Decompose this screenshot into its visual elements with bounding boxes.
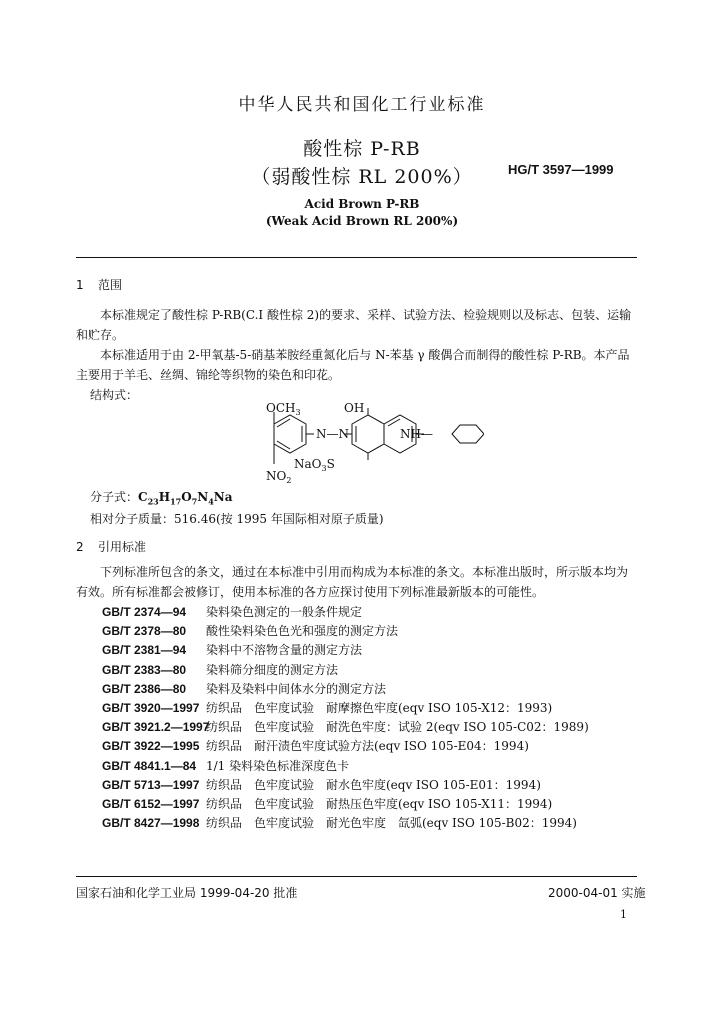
benzene-ring-left — [274, 415, 306, 453]
title-en-main: Acid Brown P-RB — [304, 197, 420, 211]
molecular-mass: 相对分子质量：516.46(按 1995 年国际相对原子质量) — [90, 512, 384, 526]
formula-value: $C_{23}H_{17}O_7N_4Na$ — [138, 490, 233, 507]
formula-label: 分子式： — [90, 490, 139, 504]
group-so3na: NaO$_3$S — [294, 457, 335, 473]
section-2-heading — [76, 538, 146, 555]
section-1-para-1: 本标准规定了酸性棕 P-RB(C.I 酸性棕 2)的要求、采样、试验方法、检验规则以及标志、包装、运输和贮存。 — [76, 308, 632, 342]
list-item: GB/T 4841.1—84 1/1 染料染色标准深度色卡 — [102, 758, 350, 773]
list-item: GB/T 2374—94 染料染色测定的一般条件规定 — [102, 605, 363, 619]
title-cn-main: 酸性棕 P-RB — [303, 138, 421, 160]
page-number: 1 — [620, 908, 627, 921]
list-item: GB/T 8427—1998 纺织品 色牢度试验 耐光色牢度 氙弧(eqv ISO 105-B02：1994) — [102, 816, 577, 831]
benzene-ring-right — [452, 425, 484, 443]
list-item: GB/T 3922—1995 纺织品 耐汗渍色牢度试验方法(eqv ISO 105-E04：1994) — [102, 739, 529, 754]
list-item: GB/T 2378—80 酸性染料染色色光和强度的测定方法 — [102, 624, 399, 639]
section-1-number: 1 — [76, 278, 84, 292]
section-1-title: 范围 — [98, 278, 123, 292]
normative-references-list — [102, 603, 589, 833]
list-item: GB/T 6152—1997 纺织品 色牢度试验 耐热压色牢度(eqv ISO 105-X11：1994) — [102, 796, 553, 811]
footer-divider — [76, 876, 637, 877]
standard-org-header: 中华人民共和国化工行业标准 — [238, 95, 486, 115]
group-oh: OH — [344, 401, 365, 415]
group-nh: NH— — [400, 427, 433, 441]
section-2-para: 下列标准所包含的条文，通过在本标准中引用而构成为本标准的条文。本标准出版时，所示版本均为有效。所有标准都会被修订，使用本标准的各方应探讨使用下列标准最新版本的可能性。 — [76, 565, 629, 599]
section-2-title: 引用标准 — [98, 540, 147, 554]
title-cn-sub: （弱酸性棕 RL 200%） — [251, 166, 473, 188]
molecular-formula — [90, 488, 233, 506]
list-item: GB/T 2386—80 染料及染料中间体水分的测定方法 — [102, 681, 387, 696]
list-item: GB/T 2381—94 染料中不溶物含量的测定方法 — [102, 643, 363, 658]
group-no2: $NO_2$ — [266, 469, 292, 485]
naphthalene-ring-a — [352, 415, 384, 453]
standard-code: HG/T 3597—1999 — [508, 162, 614, 177]
list-item: GB/T 3921.2—1997纺织品 色牢度试验 耐洗色牢度：试验 2(eqv ISO 105-C02：1989) — [102, 720, 589, 735]
list-item: GB/T 3920—1997 纺织品 色牢度试验 耐摩擦色牢度(eqv ISO 105-X12：1993) — [102, 700, 553, 715]
approval-text: 国家石油和化学工业局 1999-04-20 批准 — [76, 886, 298, 900]
effective-date: 2000-04-01 实施 — [548, 886, 646, 900]
title-en-sub: (Weak Acid Brown RL 200%) — [265, 214, 459, 228]
list-item: GB/T 2383—80 染料筛分细度的测定方法 — [102, 662, 339, 677]
list-item: GB/T 5713—1997 纺织品 色牢度试验 耐水色牢度(eqv ISO 105-E01：1994) — [102, 777, 541, 792]
section-1-heading — [76, 276, 122, 293]
header-divider — [76, 257, 637, 258]
section-1-para-2: 本标准适用于由 2-甲氧基-5-硝基苯胺经重氮化后与 N-苯基 γ 酸偶合而制得的酸性棕 P-RB。本产品主要用于羊毛、丝绸、锦纶等织物的染色和印花。 — [76, 348, 630, 382]
group-azo: N—N — [316, 427, 349, 441]
chemical-structure-diagram — [244, 398, 484, 490]
group-och3: $OCH_3$ — [266, 401, 301, 417]
section-2-number: 2 — [76, 540, 84, 554]
structure-label: 结构式： — [90, 388, 139, 402]
